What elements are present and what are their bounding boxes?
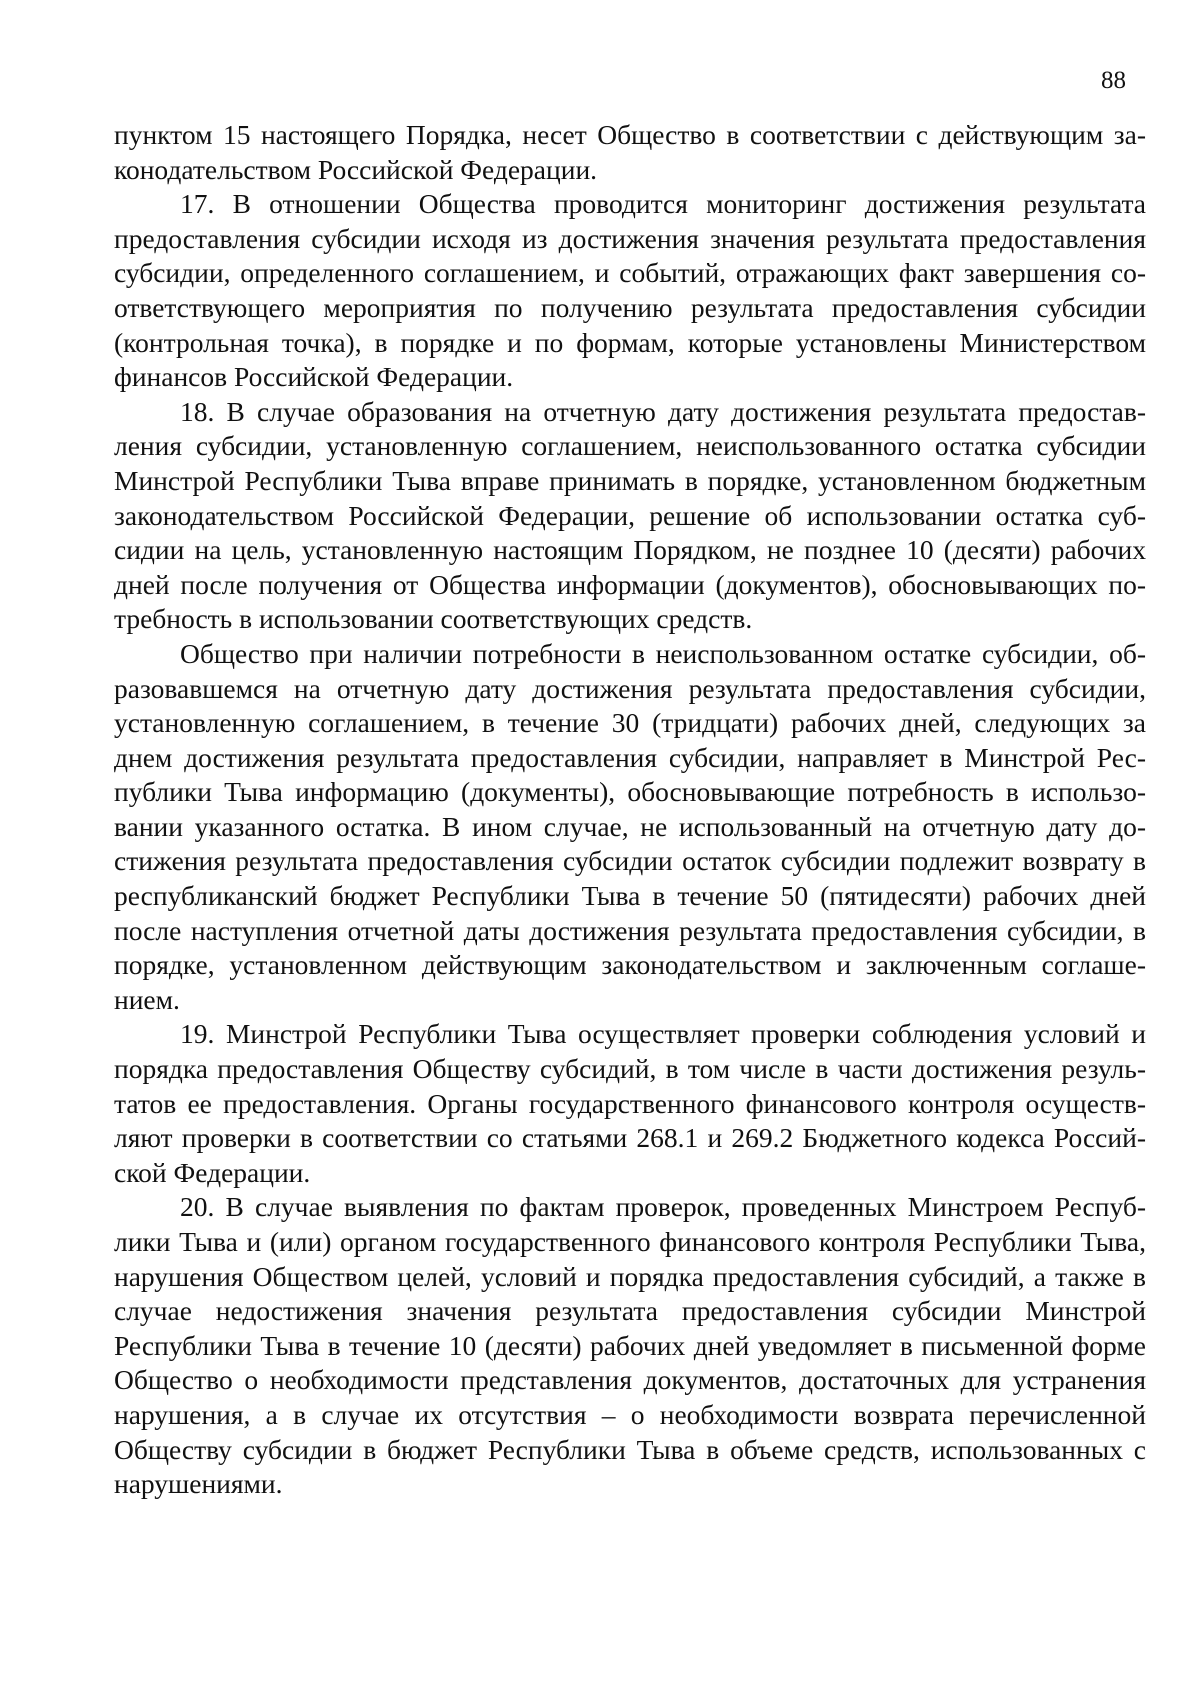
page-number: 88: [1101, 67, 1126, 94]
paragraph-19: 19. Минстрой Республики Тыва осуществляет проверки соблюдения условий и порядка предоставления Обществу субсидий, в том числе в части достижения результатов ее предоставления. Органы государственного финансового контроля осуществляют проверки в соответствии со статьями 268.1 и 269.2 Бюджетного кодекса Российской Федерации.: [114, 1018, 1146, 1188]
document-body: [114, 118, 1146, 1502]
paragraph-18: 18. В случае образования на отчетную дату достижения результата предоставления субсидии, установленную соглашением, неиспользованного остатка субсидии Минстрой Республики Тыва вправе принимать в порядке, установленном бюджетным законодательством Российской Федерации, решение об использовании остатка субсидии на цель, установленную настоящим Порядком, не позднее 10 (десяти) рабочих дней после получения от Общества информации (документов), обосновывающих потребность в использовании соответствующих средств.: [114, 395, 1146, 635]
paragraph-continuation: пунктом 15 настоящего Порядка, несет Общество в соответствии с действующим законодательством Российской Федерации.: [114, 119, 1146, 185]
paragraph-18-continued: Общество при наличии потребности в неиспользованном остатке субсидии, образовавшемся на отчетную дату достижения результата предоставления субсидии, установленную соглашением, в течение 30 (тридцати) рабочих дней, следующих за днем достижения результата предоставления субсидии, направляет в Минстрой Республики Тыва информацию (документы), обосновывающие потребность в использовании указанного остатка. В ином случае, не использованный на отчетную дату достижения результата предоставления субсидии остаток субсидии подлежит возврату в республиканский бюджет Республики Тыва в течение 50 (пятидесяти) рабочих дней после наступления отчетной даты достижения результата предоставления субсидии, в порядке, установленном действующим законодательством и заключенным соглашением.: [114, 637, 1146, 1015]
paragraph-17: 17. В отношении Общества проводится мониторинг достижения результата предоставления субсидии исходя из достижения значения результата предоставления субсидии, определенного соглашением, и событий, отражающих факт завершения соответствующего мероприятия по получению результата предоставления субсидии (контрольная точка), в порядке и по формам, которые установлены Министерством финансов Российской Федерации.: [114, 188, 1146, 393]
paragraph-20: 20. В случае выявления по фактам проверок, проведенных Минстроем Республики Тыва и (или) органом государственного финансового контроля Республики Тыва, нарушения Обществом целей, условий и порядка предоставления субсидий, а также в случае недостижения значения результата предоставления субсидии Минстрой Республики Тыва в течение 10 (десяти) рабочих дней уведомляет в письменной форме Общество о необходимости представления документов, достаточных для устранения нарушения, а в случае их отсутствия – о необходимости возврата перечисленной Обществу субсидии в бюджет Республики Тыва в объеме средств, использованных с нарушениями.: [114, 1191, 1146, 1500]
